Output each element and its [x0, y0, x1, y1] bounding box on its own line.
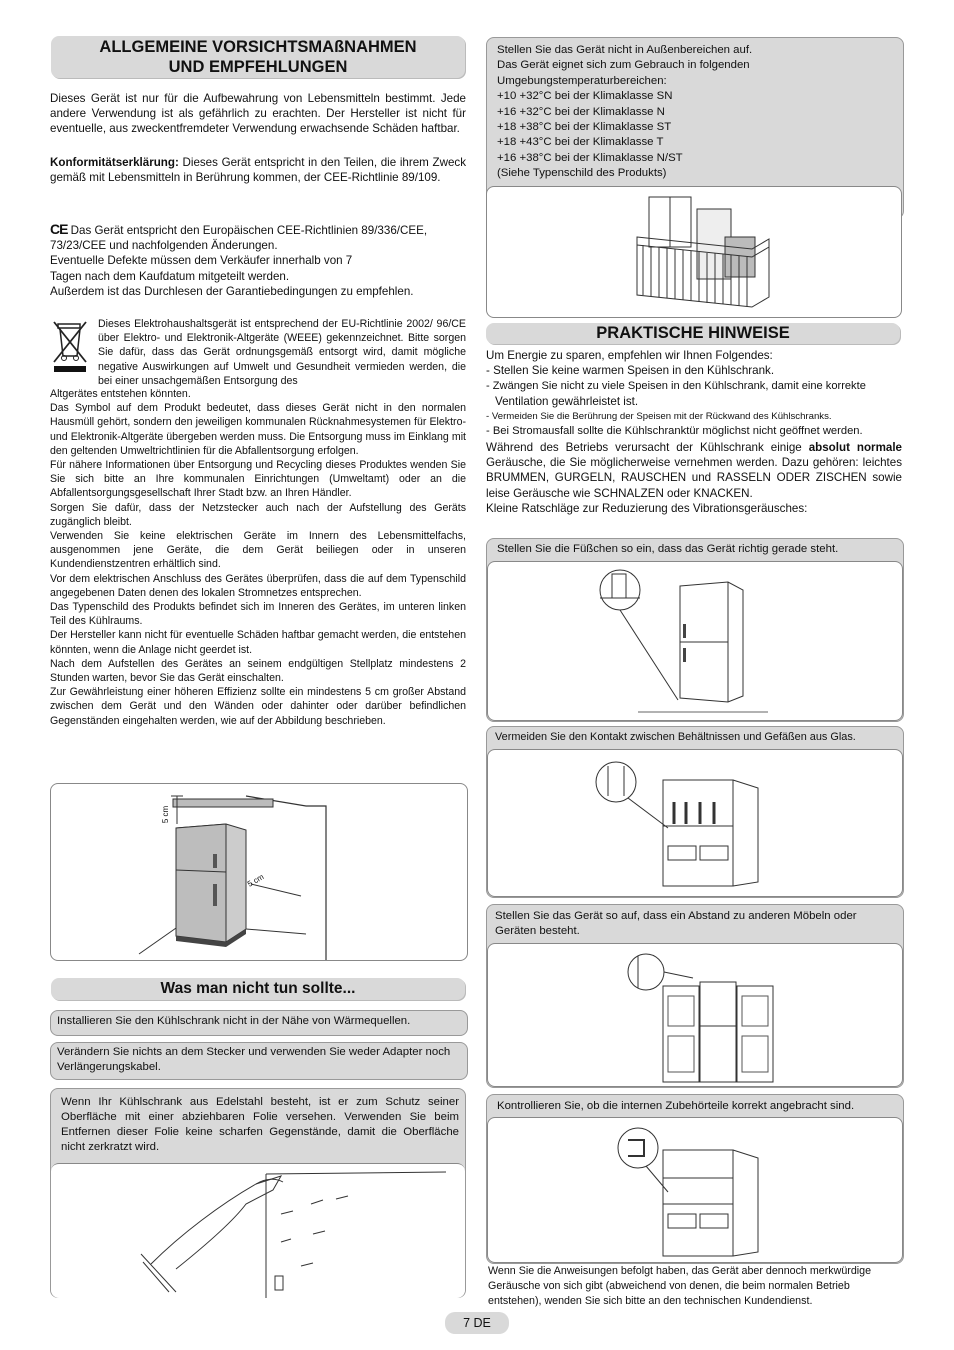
- dimension-label-side: 5 cm: [245, 872, 266, 889]
- tip-line: Um Energie zu sparen, empfehlen wir Ihnen Folgendes:: [486, 349, 773, 362]
- dont-stainless-foil: [50, 1088, 466, 1298]
- info-paragraph: Verwenden Sie keine elektrischen Geräte im Innern des Lebensmittelfachs, ausgenommen jene Geräte, die dem Gerät beiliegen oder in unseren Kundendienstzentren erhältlich sind.: [50, 530, 466, 571]
- climate-line: +10 +32°C bei der Klimaklasse SN: [497, 90, 673, 103]
- info-paragraph: Der Hersteller kann nicht für eventuelle Schäden haftbar gemacht werden, die entstehen könnten, wenn die Anlage nicht geerdet ist.: [50, 629, 466, 656]
- noise-tips-line: Kleine Ratschläge zur Reduzierung des Vibrationsgeräusches:: [486, 501, 808, 515]
- balcony-illustration: [486, 186, 902, 318]
- final-note: Wenn Sie die Anweisungen befolgt haben, das Gerät aber dennoch merkwürdige Geräusche von sich gibt (abweichend von denen, die beim normalen Betrieb entstehen), wenden Sie sich bitte an den technischen Kundendienst.: [488, 1265, 872, 1307]
- tip-box-feet: [486, 538, 904, 722]
- tip-box-accessories: [486, 1094, 904, 1264]
- foil-illustration: [51, 1163, 465, 1298]
- tip-box-caption: Kontrollieren Sie, ob die internen Zubehörteile korrekt angebracht sind.: [497, 1100, 855, 1112]
- climate-line: +16 +38°C bei der Klimaklasse N/ST: [497, 151, 683, 164]
- info-paragraph: Das Symbol auf dem Produkt bedeutet, dass dieses Gerät nicht in den normalen Hausmüll gehört, sondern den jeweiligen kommunalen Rücknahmesystemen für Elektro- und Elektronik-Altgeräte übergeben werden muss. Die Entsorgung muss im Einklang mit den geltenden Umweltrichtlinien für die Abfallentsorgung erfolgen.: [50, 402, 466, 457]
- weee-continuation: Altgerätes entstehen könnten.: [50, 388, 191, 400]
- conformity-paragraph: [50, 155, 466, 185]
- defects-line: Eventuelle Defekte müssen dem Verkäufer innerhalb von 7: [50, 254, 353, 268]
- info-paragraph: Zur Gewährleistung einer höheren Effizienz sollte ein mindestens 5 cm großer Abstand zwischen dem Gerät und den Wänden oder dahinter oder darüber befindlichen Gegenständen eingehalten werden, wie auf der Abbildung beschrieben.: [50, 686, 466, 727]
- ce-block: [50, 222, 466, 299]
- ce-text: Das Gerät entspricht den Europäischen CEE-Richtlinien 89/336/CEE, 73/23/CEE und nachfolgenden Änderungen.: [50, 224, 428, 253]
- tips-text: [486, 348, 902, 516]
- intro-paragraph: Dieses Gerät ist nur für die Aufbewahrung von Lebensmitteln bestimmt. Jede andere Verwendung ist als gefährlich zu erachten. Der Hersteller ist nicht für eventuelle, aus zweckentfremdeter Verwendung erwachsende Schäden haftbar.: [50, 92, 466, 136]
- warranty-line: Außerdem ist das Durchlesen der Garantiebedingungen zu empfehlen.: [50, 284, 414, 298]
- noise-bold: absolut normale: [808, 440, 902, 454]
- donts-heading: Was man nicht tun sollte...: [51, 978, 465, 1000]
- climate-line: +16 +32°C bei der Klimaklasse N: [497, 105, 665, 118]
- noise-post: Geräusche, die Sie möglicherweise vernehmen werden. Dazu gehören: leichtes BRUMMEN, GURGELN, RAUSCHEN und RASSELN ODER ZISCHEN sowie leise Geräusche wie SCHNALZEN oder KNACKEN.: [486, 456, 902, 500]
- dimension-label-top: 5 cm: [161, 805, 171, 824]
- dont-heat-sources: Installieren Sie den Kühlschrank nicht in der Nähe von Wärmequellen.: [50, 1010, 468, 1036]
- clearance-illustration: [50, 783, 468, 961]
- defects-line: Tagen nach dem Kaufdatum mitgeteilt werden.: [50, 269, 290, 283]
- feet-illustration: [487, 561, 903, 721]
- climate-line: +18 +38°C bei der Klimaklasse ST: [497, 121, 672, 134]
- tip-line: - Zwängen Sie nicht zu viele Speisen in den Kühlschrank, damit eine korrekte: [486, 379, 866, 392]
- tip-line: - Stellen Sie keine warmen Speisen in den Kühlschrank.: [486, 364, 775, 378]
- info-paragraph: Vor dem elektrischen Anschluss des Gerätes überprüfen, dass die auf dem Typenschild angegebenen Daten denen des lokalen Stromnetzes entsprechen.: [50, 572, 466, 599]
- dont-stainless-text: Wenn Ihr Kühlschrank aus Edelstahl besteht, ist er zum Schutz seiner Oberfläche mit einer abziehbaren Folie versehen. Verwenden Sie beim Entfernen dieser Folie keine scharfen Gegenstände, damit die Oberfläche nicht zerkratzt wird.: [61, 1096, 459, 1153]
- climate-text: [497, 43, 893, 182]
- info-paragraph: Sorgen Sie dafür, dass der Netzstecker auch nach der Aufstellung des Geräts zugänglich bleibt.: [50, 501, 466, 528]
- climate-line: (Siehe Typenschild des Produkts): [497, 167, 667, 180]
- small-paragraphs: [50, 387, 466, 728]
- weee-paragraph: Dieses Elektrohaushaltsgerät ist entsprechend der EU-Richtlinie 2002/ 96/CE über Elektro- und Elektronik-Altgeräte (WEEE) gekennzeichnet. Bitte sorgen Sie dafür, dass das Gerät ordnungsgemäß entsorgt wird, damit mögliche negative Auswirkungen auf Umwelt und Gesundheit vermieden werden, die bei einer unsachgemäßen Entsorgung des: [98, 318, 466, 387]
- info-paragraph: Nach dem Aufstellen des Gerätes an seinem endgültigen Stellplatz mindestens 2 Stunden warten, bevor Sie das Gerät einschalten.: [50, 657, 466, 685]
- tip-line-small: - Vermeiden Sie die Berührung der Speisen mit der Rückwand des Kühlschranks.: [486, 411, 832, 423]
- heading-line: ALLGEMEINE VORSICHTSMAßNAHMEN: [99, 38, 417, 56]
- weee-bin-icon: [50, 318, 90, 374]
- tip-box-caption: Stellen Sie das Gerät so auf, dass ein Abstand zu anderen Möbeln oder Geräten besteht.: [495, 910, 857, 937]
- heading-line: UND EMPFEHLUNGEN: [168, 58, 348, 76]
- noise-pre: Während des Betriebs verursacht der Kühlschrank einige: [486, 440, 809, 454]
- dont-plug-adapters: Verändern Sie nichts an dem Stecker und verwenden Sie weder Adapter noch Verlängerungskabel.: [50, 1042, 468, 1080]
- climate-line: Stellen Sie das Gerät nicht in Außenbereichen auf.: [497, 44, 753, 56]
- tip-line: Ventilation gewährleistet ist.: [495, 394, 639, 408]
- climate-line: +18 +43°C bei der Klimaklasse T: [497, 136, 664, 149]
- conformity-text: Dieses Gerät entspricht in den Teilen, die ihrem Zweck gemäß mit Lebensmitteln in Berührung kommen, der CEE-Richtlinie 89/109.: [50, 156, 466, 185]
- tip-box-distance: [486, 904, 904, 1088]
- info-paragraph: Das Typenschild des Produkts befindet sich im Inneren des Gerätes, im unteren linken Teil des Kühlraums.: [50, 601, 466, 628]
- climate-line: Umgebungstemperaturbereichen:: [497, 74, 667, 87]
- ce-mark-icon: CE: [50, 221, 68, 237]
- noise-paragraph: [486, 440, 902, 501]
- tip-box-caption: Stellen Sie die Füßchen so ein, dass das Gerät richtig gerade steht.: [497, 543, 839, 555]
- tip-box-glass: [486, 726, 904, 898]
- section-heading-precautions: [51, 36, 465, 78]
- accessories-illustration: [487, 1117, 903, 1263]
- distance-illustration: [487, 943, 903, 1087]
- section-heading-tips: PRAKTISCHE HINWEISE: [486, 323, 900, 344]
- page-number: 7 DE: [445, 1312, 509, 1334]
- glass-illustration: [487, 749, 903, 897]
- tip-line: - Bei Stromausfall sollte die Kühlschranktür möglichst nicht geöffnet werden.: [486, 425, 863, 438]
- conformity-label: Konformitätserklärung:: [50, 156, 179, 169]
- tip-box-caption: Vermeiden Sie den Kontakt zwischen Behältnissen und Gefäßen aus Glas.: [495, 731, 856, 743]
- info-paragraph: Für nähere Informationen über Entsorgung und Recycling dieses Produktes wenden Sie Sie sich bitte an Ihre kommunalen Einrichtungen (Umweltamt) oder an die Abfallentsorgungsgesellschaft Ihrer Stadt bzw. an Ihren Händler.: [50, 459, 466, 500]
- climate-line: Das Gerät eignet sich zum Gebrauch in folgenden: [497, 59, 750, 72]
